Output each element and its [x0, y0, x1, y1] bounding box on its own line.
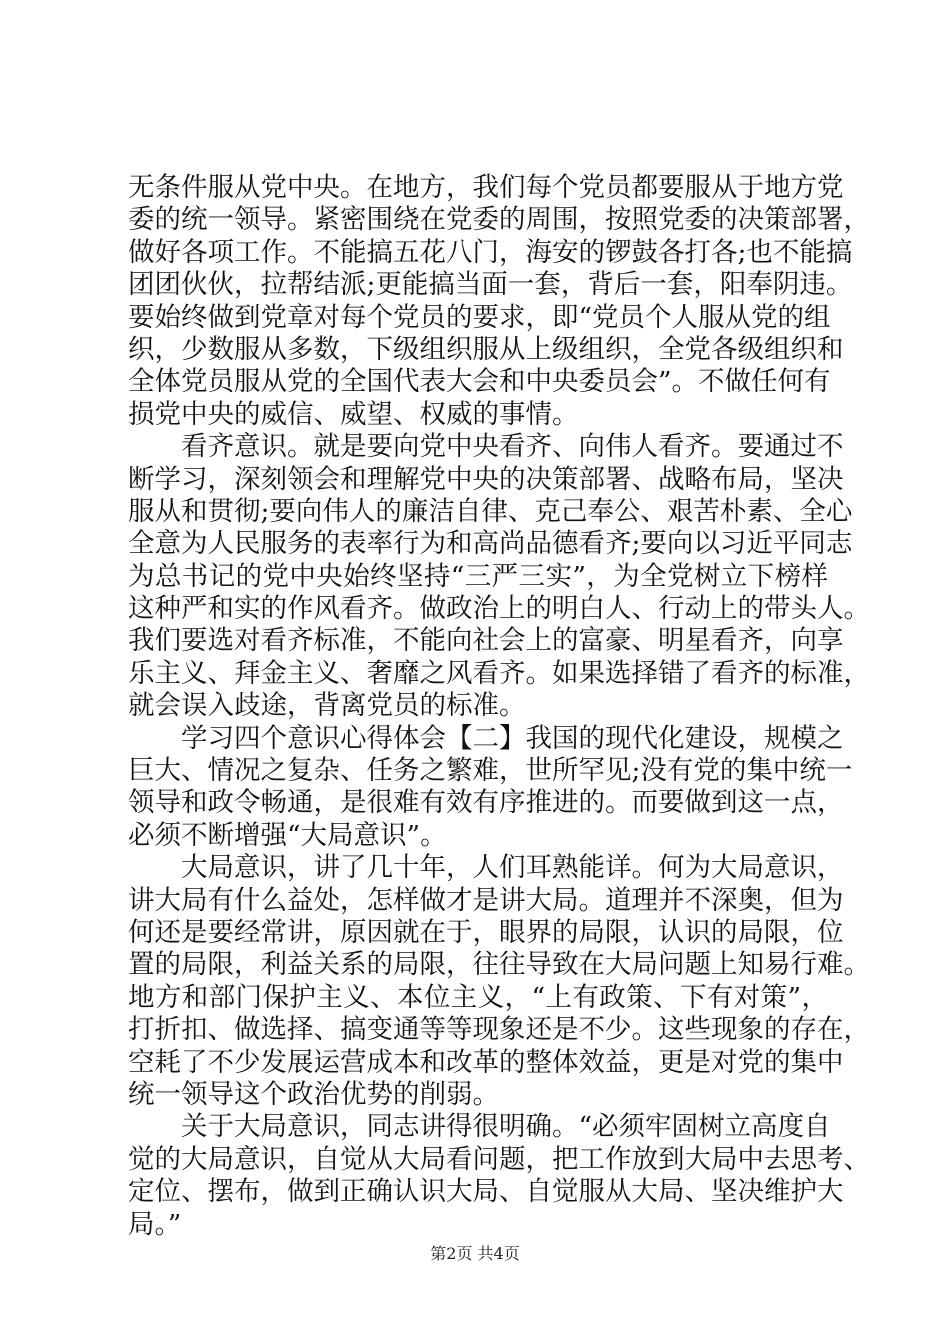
text-line: 空耗了不少发展运营成本和改革的整体效益，更是对党的集中 — [128, 1046, 844, 1078]
text-line: 讲大局有什么益处，怎样做才是讲大局。道理并不深奥，但为 — [128, 884, 844, 916]
text-line: 损党中央的威信、威望、权威的事情。 — [128, 398, 579, 430]
text-line: 局。” — [128, 1208, 182, 1240]
text-line: 关于大局意识，同志讲得很明确。“必须牢固树立高度自 — [181, 1111, 831, 1143]
text-line: 团团伙伙，拉帮结派;更能搞当面一套，背后一套，阳奉阴违。 — [128, 269, 853, 301]
text-line: 领导和政令畅通，是很难有效有序推进的。而要做到这一点， — [128, 787, 844, 819]
text-line: 巨大、情况之复杂、任务之繁难，世所罕见;没有党的集中统一 — [128, 755, 853, 787]
text-line: 这种严和实的作风看齐。做政治上的明白人、行动上的带头人。 — [128, 593, 870, 625]
text-line: 为总书记的党中央始终坚持“三严三实”，为全党树立下榜样 — [128, 560, 828, 592]
text-line: 必须不断增强“大局意识”。 — [128, 819, 447, 851]
text-line: 统一领导这个政治优势的削弱。 — [128, 1078, 499, 1110]
text-line: 看齐意识。就是要向党中央看齐、向伟人看齐。要通过不 — [181, 431, 844, 463]
text-line: 无条件服从党中央。在地方，我们每个党员都要服从于地方党 — [128, 172, 844, 203]
text-line: 委的统一领导。紧密围绕在党委的周围，按照党委的决策部署， — [128, 204, 870, 236]
text-line: 服从和贯彻;要向伟人的廉洁自律、克己奉公、艰苦朴素、全心 — [128, 495, 853, 527]
text-line: 乐主义、拜金主义、奢靡之风看齐。如果选择错了看齐的标准， — [128, 657, 870, 689]
text-line: 我们要选对看齐标准，不能向社会上的富豪、明星看齐，向享 — [128, 625, 844, 657]
text-line: 要始终做到党章对每个党员的要求，即“党员个人服从党的组 — [128, 301, 831, 333]
text-line: 置的局限，利益关系的局限，往往导致在大局问题上知易行难。 — [128, 949, 870, 981]
text-line: 大局意识，讲了几十年，人们耳熟能详。何为大局意识， — [181, 852, 844, 884]
document-body — [128, 172, 870, 1241]
text-line: 就会误入歧途，背离党员的标准。 — [128, 690, 526, 722]
text-line: 学习四个意识心得体会【二】我国的现代化建设，规模之 — [181, 722, 844, 754]
text-line: 做好各项工作。不能搞五花八门，海安的锣鼓各打各;也不能搞 — [128, 236, 853, 268]
text-line: 定位、摆布，做到正确认识大局、自觉服从大局、坚决维护大 — [128, 1176, 844, 1208]
text-line: 打折扣、做选择、搞变通等等现象还是不少。这些现象的存在， — [128, 1014, 870, 1046]
text-line: 地方和部门保护主义、本位主义，“上有政策、下有对策”， — [128, 981, 828, 1013]
page-footer: 第2页 共4页 — [430, 1244, 520, 1263]
text-line: 织，少数服从多数，下级组织服从上级组织，全党各级组织和 — [128, 333, 844, 365]
text-line: 断学习，深刻领会和理解党中央的决策部署、战略布局，坚决 — [128, 463, 844, 495]
text-line: 觉的大局意识，自觉从大局看问题，把工作放到大局中去思考、 — [128, 1143, 870, 1175]
text-line: 全体党员服从党的全国代表大会和中央委员会”。不做任何有 — [128, 366, 831, 398]
text-line: 何还是要经常讲，原因就在于，眼界的局限，认识的局限，位 — [128, 916, 844, 948]
text-line: 全意为人民服务的表率行为和高尚品德看齐;要向以习近平同志 — [128, 528, 853, 560]
